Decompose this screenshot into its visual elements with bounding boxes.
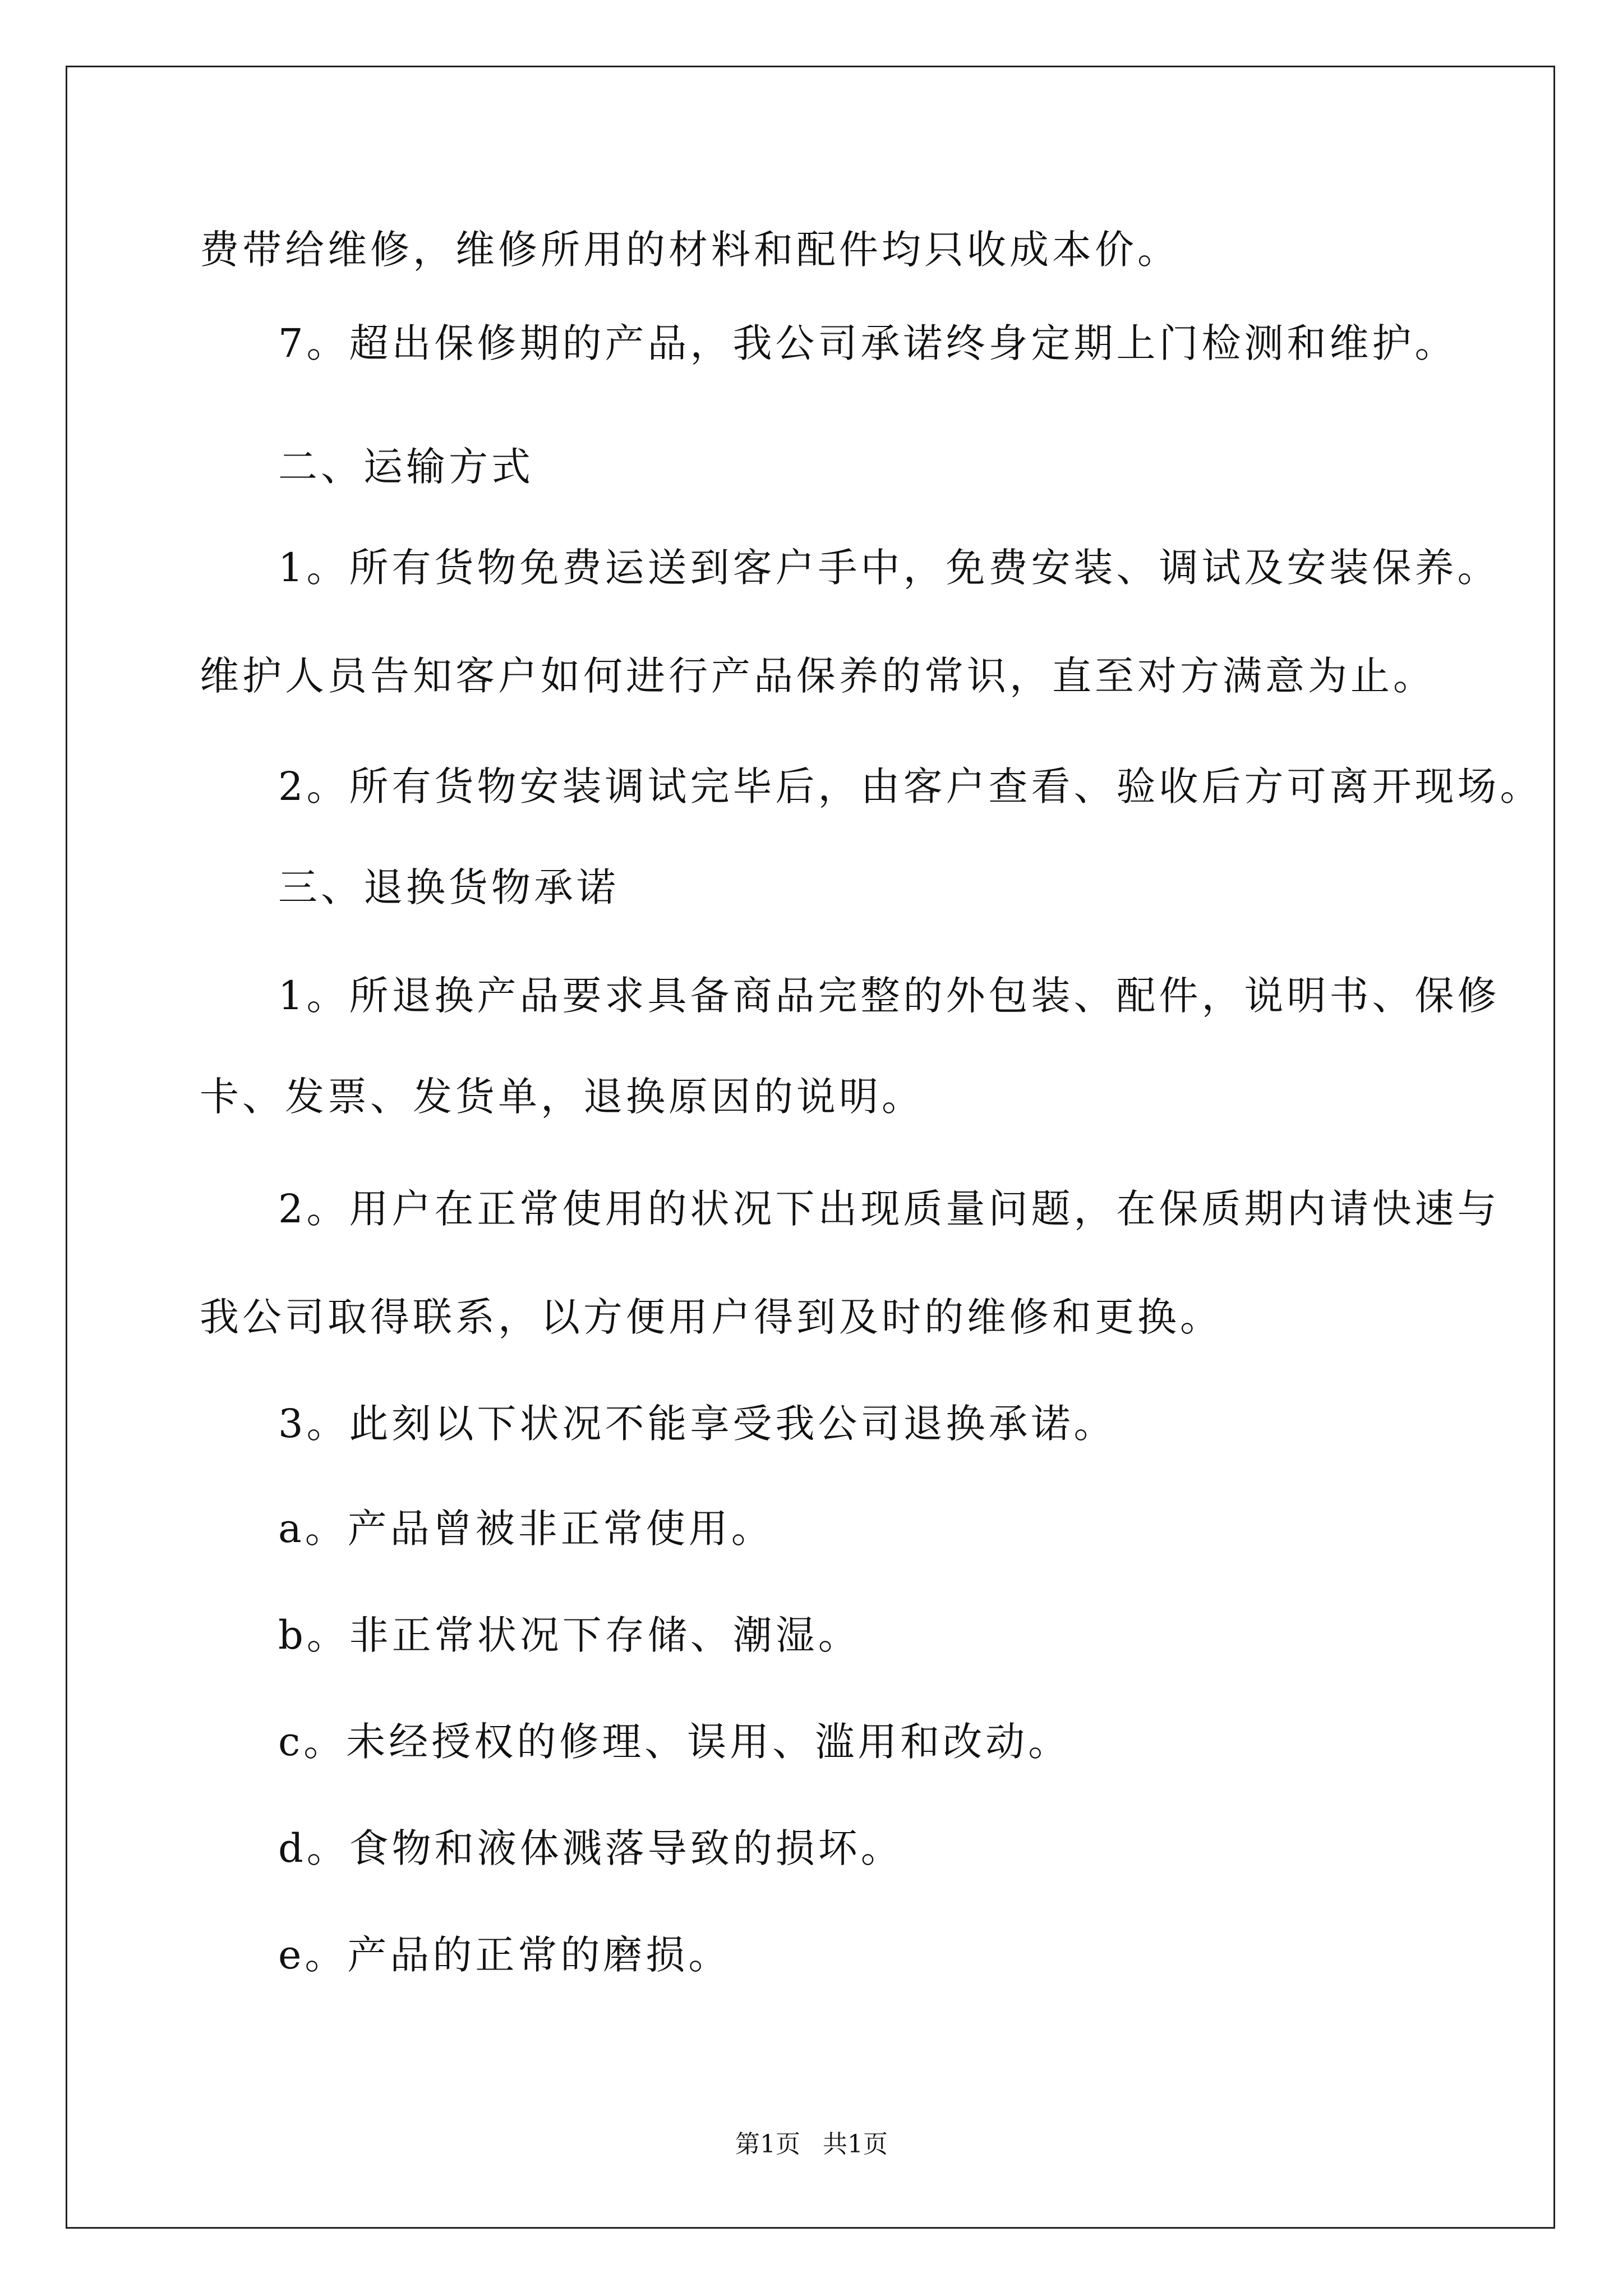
section-heading: 三、退换货物承诺	[278, 864, 619, 910]
page-number: 第1页	[735, 2130, 800, 2159]
text-line: 维护人员告知客户如何进行产品保养的常识，直至对方满意为止。	[200, 653, 1436, 699]
text-line: 费带给维修，维修所用的材料和配件均只收成本价。	[200, 227, 1180, 273]
list-item: b。非正常状况下存储、潮湿。	[278, 1612, 861, 1658]
page-total: 共1页	[823, 2130, 888, 2159]
text-line: 7。超出保修期的产品，我公司承诺终身定期上门检测和维护。	[278, 320, 1458, 366]
text-line: 我公司取得联系，以方便用户得到及时的维修和更换。	[200, 1294, 1223, 1340]
list-item: a。产品曾被非正常使用。	[278, 1506, 774, 1552]
text-line: 2。所有货物安装调试完毕后，由客户查看、验收后方可离开现场。	[278, 763, 1543, 809]
list-item: c。未经授权的修理、误用、滥用和改动。	[278, 1719, 1071, 1765]
section-heading: 二、运输方式	[278, 444, 534, 490]
text-line: 卡、发票、发货单，退换原因的说明。	[200, 1074, 924, 1120]
text-line: 1。所有货物免费运送到客户手中，免费安装、调试及安装保养。	[278, 545, 1500, 591]
text-line: 3。此刻以下状况不能享受我公司退换承诺。	[278, 1401, 1117, 1447]
page-footer	[0, 2129, 1623, 2160]
text-line: 2。用户在正常使用的状况下出现质量问题，在保质期内请快速与	[278, 1186, 1500, 1232]
list-item: d。食物和液体溅落导致的损坏。	[278, 1825, 903, 1871]
text-line: 1。所退换产品要求具备商品完整的外包装、配件，说明书、保修	[278, 973, 1500, 1019]
list-item: e。产品的正常的磨损。	[278, 1932, 731, 1978]
page-border	[66, 66, 1555, 2229]
